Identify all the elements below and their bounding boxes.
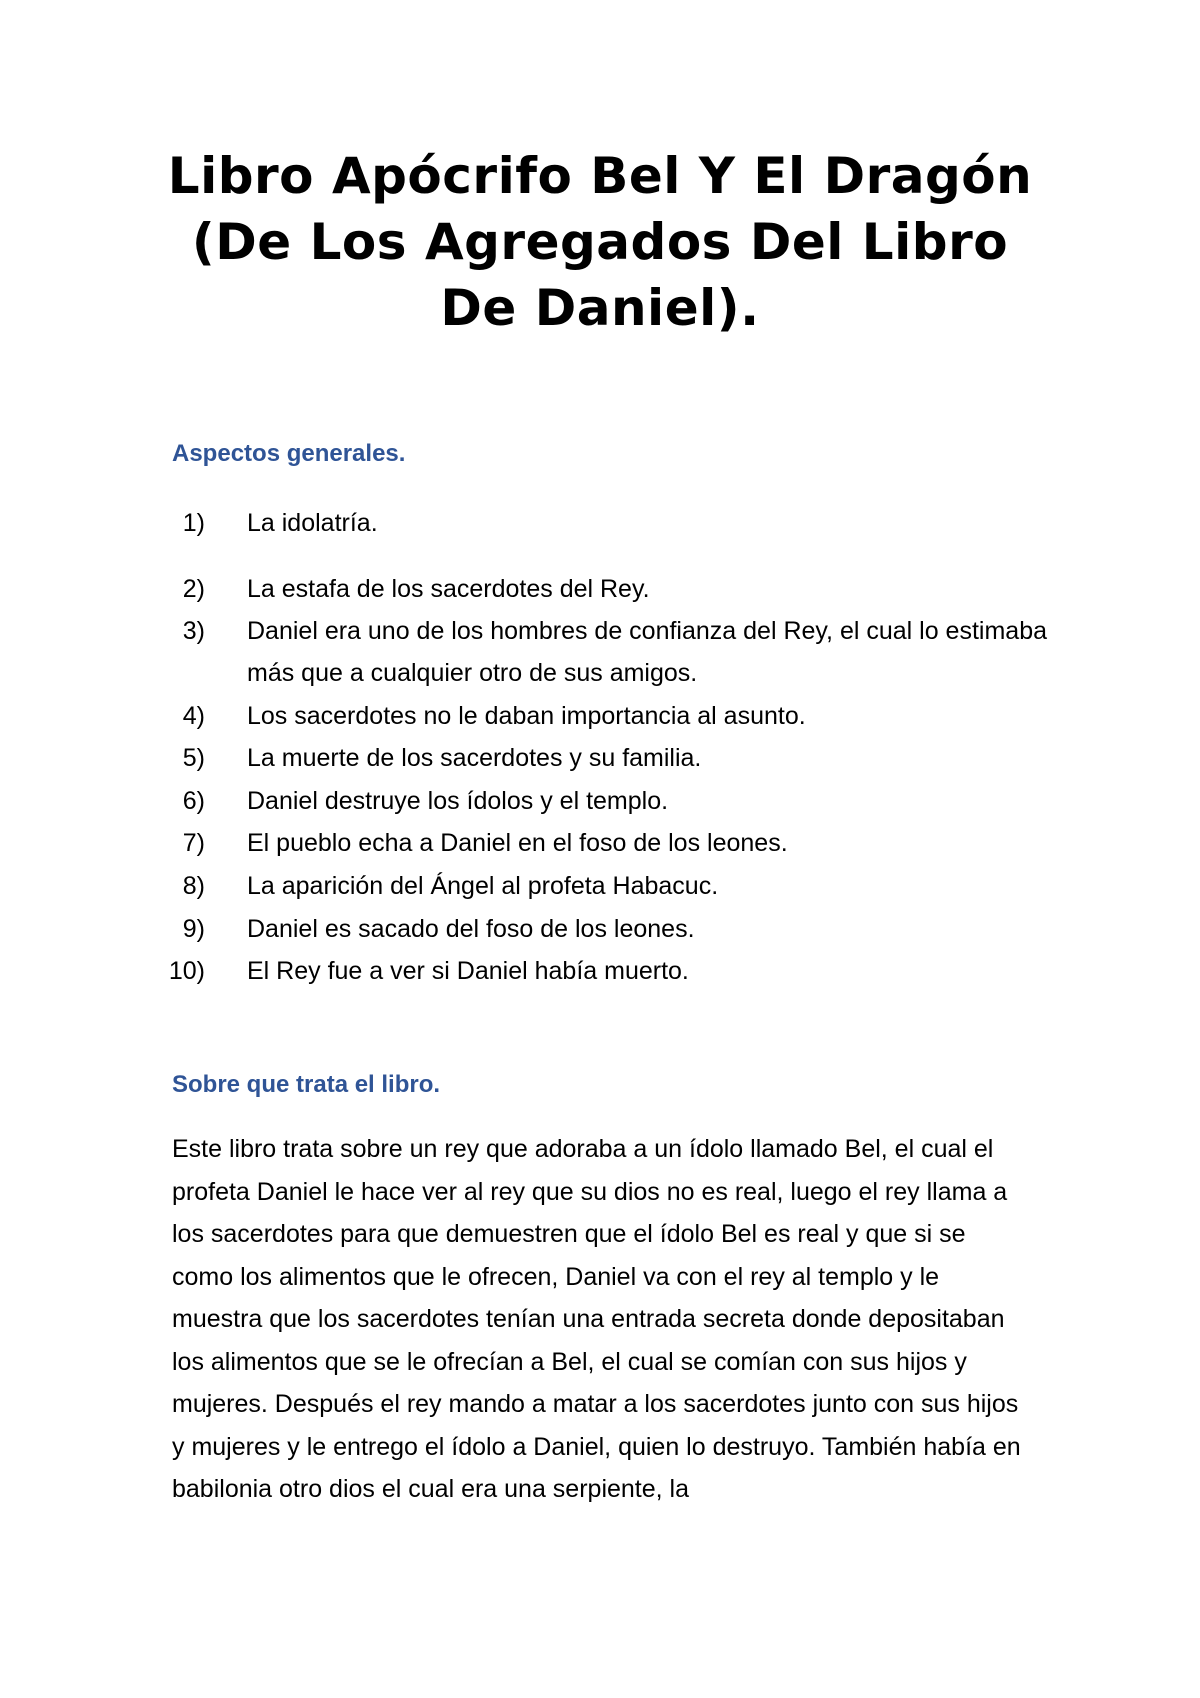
- list-item: [168, 950, 1052, 992]
- list-item: [172, 822, 1052, 864]
- list-item-number: 1): [182, 509, 205, 537]
- list-item-text: La muerte de los sacerdotes y su familia.: [247, 744, 702, 772]
- list-item: [172, 865, 1052, 907]
- document-title: Libro Apócrifo Bel Y El Dragón (De Los Agregados Del Libro De Daniel).: [167, 147, 1033, 337]
- list-item: [172, 695, 1052, 737]
- list-item-number: 7): [182, 829, 205, 857]
- list-item: [172, 737, 1052, 779]
- list-item-number: 2): [182, 575, 205, 603]
- list-item: [172, 610, 1052, 694]
- list-item: [172, 568, 1052, 610]
- list-item-number: 6): [182, 787, 205, 815]
- list-item-text: Daniel destruye los ídolos y el templo.: [247, 787, 669, 815]
- section-heading-sobre: Sobre que trata el libro.: [172, 1071, 441, 1098]
- list-item: [172, 502, 1052, 544]
- list-item-number: 4): [182, 702, 205, 730]
- list-item-number: 5): [182, 744, 205, 772]
- list-item-text: La aparición del Ángel al profeta Habacuc.: [247, 872, 719, 900]
- section-heading-aspectos: Aspectos generales.: [172, 440, 406, 467]
- list-item-number: 3): [182, 617, 205, 645]
- list-item-number: 9): [182, 915, 205, 943]
- list-item: [172, 908, 1052, 950]
- list-item-number: 10): [168, 957, 205, 985]
- list-item-text: Daniel es sacado del foso de los leones.: [247, 915, 695, 943]
- list-item-text: El pueblo echa a Daniel en el foso de los leones.: [247, 829, 788, 857]
- list-item-text: Los sacerdotes no le daban importancia al asunto.: [247, 702, 806, 730]
- body-paragraph: Este libro trata sobre un rey que adoraba a un ídolo llamado Bel, el cual el profeta Daniel le hace ver al rey que su dios no es real, luego el rey llama a los sacerdotes para que demuestren que el ídolo Bel es real y que si se como los alimentos que le ofrecen, Daniel va con el rey al templo y le muestra que los sacerdotes tenían una entrada secreta donde depositaban los alimentos que se le ofrecían a Bel, el cual se comían con sus hijos y mujeres. Después el rey mando a matar a los sacerdotes junto con sus hijos y mujeres y le entrego el ídolo a Daniel, quien lo destruyo. También había en babilonia otro dios el cual era una serpiente, la: [172, 1135, 1021, 1503]
- list-item-text: Daniel era uno de los hombres de confianza del Rey, el cual lo estimaba más que a cualquier otro de sus amigos.: [247, 617, 1047, 687]
- list-item-text: La idolatría.: [247, 509, 378, 537]
- list-item-text: La estafa de los sacerdotes del Rey.: [247, 575, 650, 603]
- list-item-text: El Rey fue a ver si Daniel había muerto.: [247, 957, 689, 985]
- list-item: [172, 780, 1052, 822]
- list-item-number: 8): [182, 872, 205, 900]
